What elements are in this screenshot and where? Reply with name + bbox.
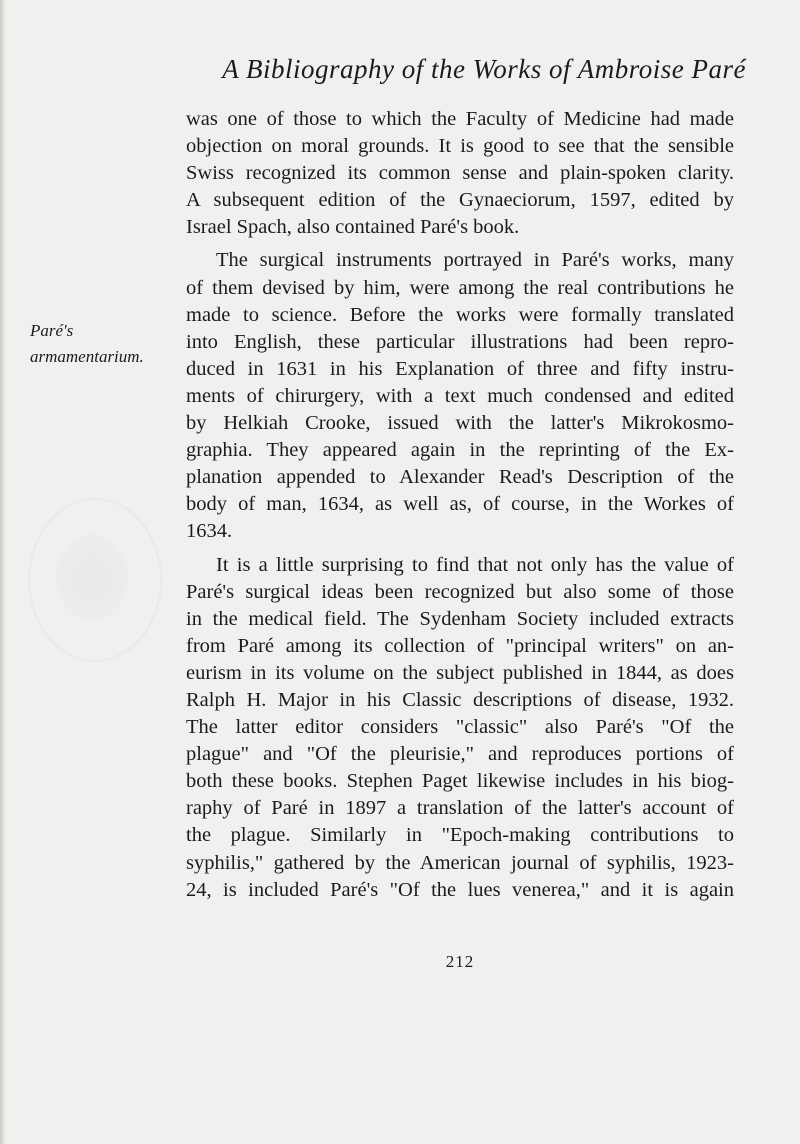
- text-line: Ralph H. Major in his Classic descriptions of disease, 1932.: [186, 688, 734, 711]
- text-line: objection on moral grounds. It is good to see that the sensible: [186, 135, 734, 158]
- text-line: into English, these particular illustrations had been repro-: [186, 330, 734, 353]
- library-stamp: [28, 498, 162, 662]
- text-line: made to science. Before the works were formally translated: [186, 303, 734, 326]
- text-line: ments of chirurgery, with a text much condensed and edited: [186, 384, 734, 407]
- page-number: 212: [445, 952, 475, 971]
- paragraph: [186, 106, 734, 241]
- paragraph: [186, 552, 734, 904]
- stamp-portrait: [56, 534, 128, 620]
- paragraph: [186, 247, 734, 545]
- text-line: Swiss recognized its common sense and plain-spoken clarity.: [186, 162, 734, 185]
- text-line: both these books. Stephen Paget likewise includes in his biog-: [186, 770, 734, 793]
- text-line: A subsequent edition of the Gynaeciorum, 1597, edited by: [186, 189, 734, 212]
- margin-note: [30, 318, 180, 370]
- text-line: graphia. They appeared again in the reprinting of the Ex-: [186, 439, 734, 462]
- text-line: 1634.: [186, 520, 233, 543]
- text-line: syphilis," gathered by the American journal of syphilis, 1923-: [186, 851, 734, 874]
- text-line: plague" and "Of the pleurisie," and reproduces portions of: [186, 743, 734, 766]
- text-line: was one of those to which the Faculty of Medicine had made: [186, 108, 734, 130]
- page-edge: [0, 0, 6, 1144]
- text-line: body of man, 1634, as well as, of course, in the Workes of: [186, 493, 734, 516]
- text-line: the plague. Similarly in "Epoch-making contributions to: [186, 824, 734, 847]
- text-line: raphy of Paré in 1897 a translation of the latter's account of: [186, 797, 734, 820]
- margin-note-line: Paré's: [30, 321, 74, 340]
- text-line: by Helkiah Crooke, issued with the latter's Mikrokosmo-: [186, 412, 734, 435]
- text-line: It is a little surprising to find that not only has the value of: [216, 553, 734, 576]
- text-line: 24, is included Paré's "Of the lues venerea," and it is again: [186, 878, 734, 901]
- body-text: [186, 106, 734, 904]
- text-line: Paré's surgical ideas been recognized but also some of those: [186, 580, 734, 603]
- text-line: The surgical instruments portrayed in Paré's works, many: [216, 249, 734, 272]
- text-line: duced in 1631 in his Explanation of three and fifty instru-: [186, 357, 734, 380]
- text-line: eurism in its volume on the subject published in 1844, as does: [186, 661, 734, 684]
- text-line: planation appended to Alexander Read's Description of the: [186, 466, 734, 489]
- text-line: Israel Spach, also contained Paré's book.: [186, 216, 520, 239]
- text-line: The latter editor considers "classic" also Paré's "Of the: [186, 716, 734, 739]
- margin-note-line: armamentarium.: [30, 347, 144, 366]
- running-head: A Bibliography of the Works of Ambroise Paré: [222, 54, 746, 84]
- text-line: in the medical field. The Sydenham Society included extracts: [186, 607, 734, 630]
- text-line: from Paré among its collection of "principal writers" on an-: [186, 634, 734, 657]
- text-line: of them devised by him, were among the real contributions he: [186, 276, 734, 299]
